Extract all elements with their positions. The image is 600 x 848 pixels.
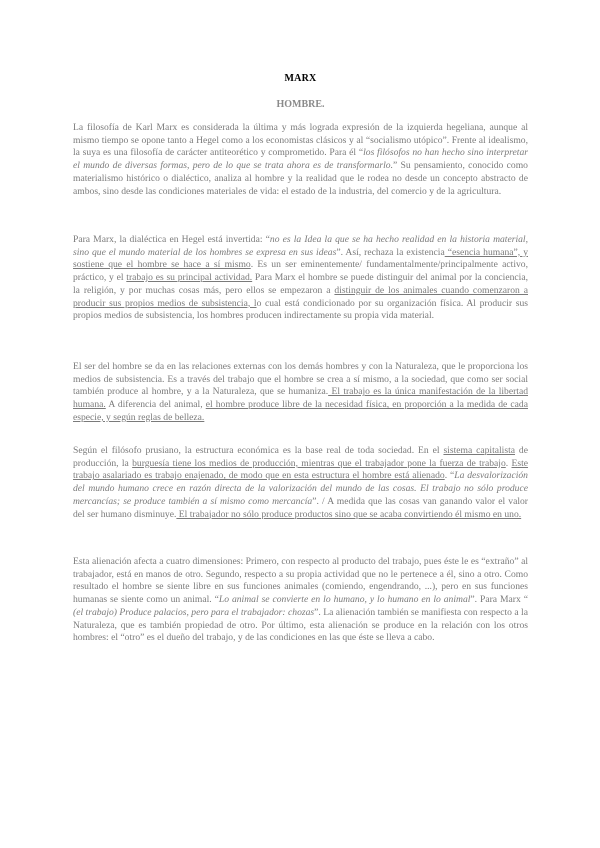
underlined-text: “esencia humana”, y sostiene que el hombre se hace a sí mismo <box>73 246 528 271</box>
paragraph-5 <box>73 556 528 645</box>
italic-quote: La desvalorización del mundo humano crece en razón directa de la valorización del mundo de las cosas. El trabajo no sólo produce mercancías; se produce también a sí mismo como mercancía <box>73 470 528 507</box>
text-run: El ser del hombre se da en las relaciones externas con los demás hombres y con la Naturaleza, que le proporciona los medios de subsistencia. Es a través del trabajo que el hombre se crea a sí mismo, a la sociedad, que como ser social también produce al hombre, y a la Naturaleza, que se humaniza. <box>73 361 528 398</box>
text-run: de producción, la <box>73 445 528 469</box>
paragraph-1 <box>73 122 528 198</box>
underlined-text: El trabajo es la única manifestación de la libertad humana. <box>73 386 529 411</box>
italic-quote: (el trabajo) Produce palacios, pero para el trabajador: chozas <box>73 606 315 618</box>
text-run: . “ <box>444 470 455 482</box>
text-run: La filosofía de Karl Marx es considerada la última y más lograda expresión de la izquierda hegeliana, aunque al mismo tiempo se opone tanto a Hegel como a los economistas clásicos y al “socialismo utópico”. Frente al idealismo, la suya es una filosofía de carácter antiteorético y comprometido. Para él “ <box>73 122 528 159</box>
italic-quote: no es la Idea la que se ha hecho realidad en la historia material, sino que el mundo material de los hombres se expresa en sus ideas <box>73 234 528 258</box>
paragraph-3 <box>73 361 528 425</box>
underlined-text: sistema capitalista <box>443 445 516 456</box>
text-run: ”. / A medida que las cosas van ganando valor el valor del ser humano disminuye. <box>73 495 528 520</box>
text-run: Para Marx el hombre se puede distinguir del animal por la conciencia, la religión, y por muchas cosas más, pero ellos se empezaron a <box>73 272 528 296</box>
text-run: o cual está condicionado por su organización física. Al producir sus propios medios de subsistencia, los hombres producen indirectamente su propia vida material. <box>73 297 528 322</box>
underlined-text: Este trabajo asalariado es trabajo enajenado, de modo que en esta estructura el hombre está alienado <box>73 457 529 482</box>
underlined-text: burguesía tiene los medios de producción, mientras que el trabajador pone la fuerza de trabajo <box>132 457 506 469</box>
text-run: Según el filósofo prusiano, la estructura económica es la base real de toda sociedad. En el <box>73 445 444 456</box>
text-run: ”. Para Marx “ <box>470 594 529 606</box>
paragraph-4 <box>73 445 528 521</box>
italic-quote: los filósofos no han hecho sino interpretar el mundo de diversas formas, pero de lo que se trata ahora es de transformarlo. <box>73 147 528 172</box>
underlined-text: El trabajador no sólo produce productos sino que se acaba convirtiendo él mismo en uno. <box>176 508 522 520</box>
underlined-text: distinguir de los animales cuando comenzaron a producir sus propios medios de subsistencia, l <box>73 284 529 309</box>
text-run: ”. Así, rechaza la existencia <box>336 246 445 258</box>
text-run: . Es un ser eminentemente/ fundamentalmente/principalmente activo, práctico, y el <box>73 259 528 284</box>
text-run: Para Marx, la dialéctica en Hegel está invertida: “ <box>73 234 270 245</box>
document-title: MARX <box>284 73 317 84</box>
underlined-text: el hombre produce libre de la necesidad física, en proporción a la medida de cada especie, y según reglas de belleza. <box>73 399 528 423</box>
italic-quote: Lo animal se convierte en lo humano, y lo humano en lo animal <box>218 594 471 606</box>
text-run: A diferencia del animal, <box>105 399 206 411</box>
section-heading: HOMBRE. <box>276 99 325 110</box>
text-run: ”. La alienación también se manifiesta con respecto a la Naturaleza, que es también propiedad de otro. Por último, esta alienación se produce en la relación con los otros hombres: el “otro” es el dueño del trabajo, y de las condiciones en las que éste se lleva a cabo. <box>73 606 528 644</box>
paragraph-2 <box>73 234 528 323</box>
text-run: . <box>505 457 512 469</box>
underlined-text: trabajo es su principal actividad. <box>126 272 253 284</box>
text-run: ” Su pensamiento, conocido como materialismo histórico o dialéctico, analiza al hombre y la realidad que le rodea no desde un concepto abstracto de ambos, sino desde las condiciones materiales de vida: el estado de la industria, del comercio y de la agricultura. <box>73 160 528 197</box>
text-run: Esta alienación afecta a cuatro dimensiones: Primero, con respecto al producto del trabajo, pues éste le es “extraño” al trabajador, está en manos de otro. Segundo, respecto a su propia actividad que no le pertenece a él, sino a otro. Como resultado el hombre se siente libre en sus funciones animales (comiendo, engendrando, ...), pero en sus funciones humanas se siente como un animal. “ <box>73 556 528 606</box>
